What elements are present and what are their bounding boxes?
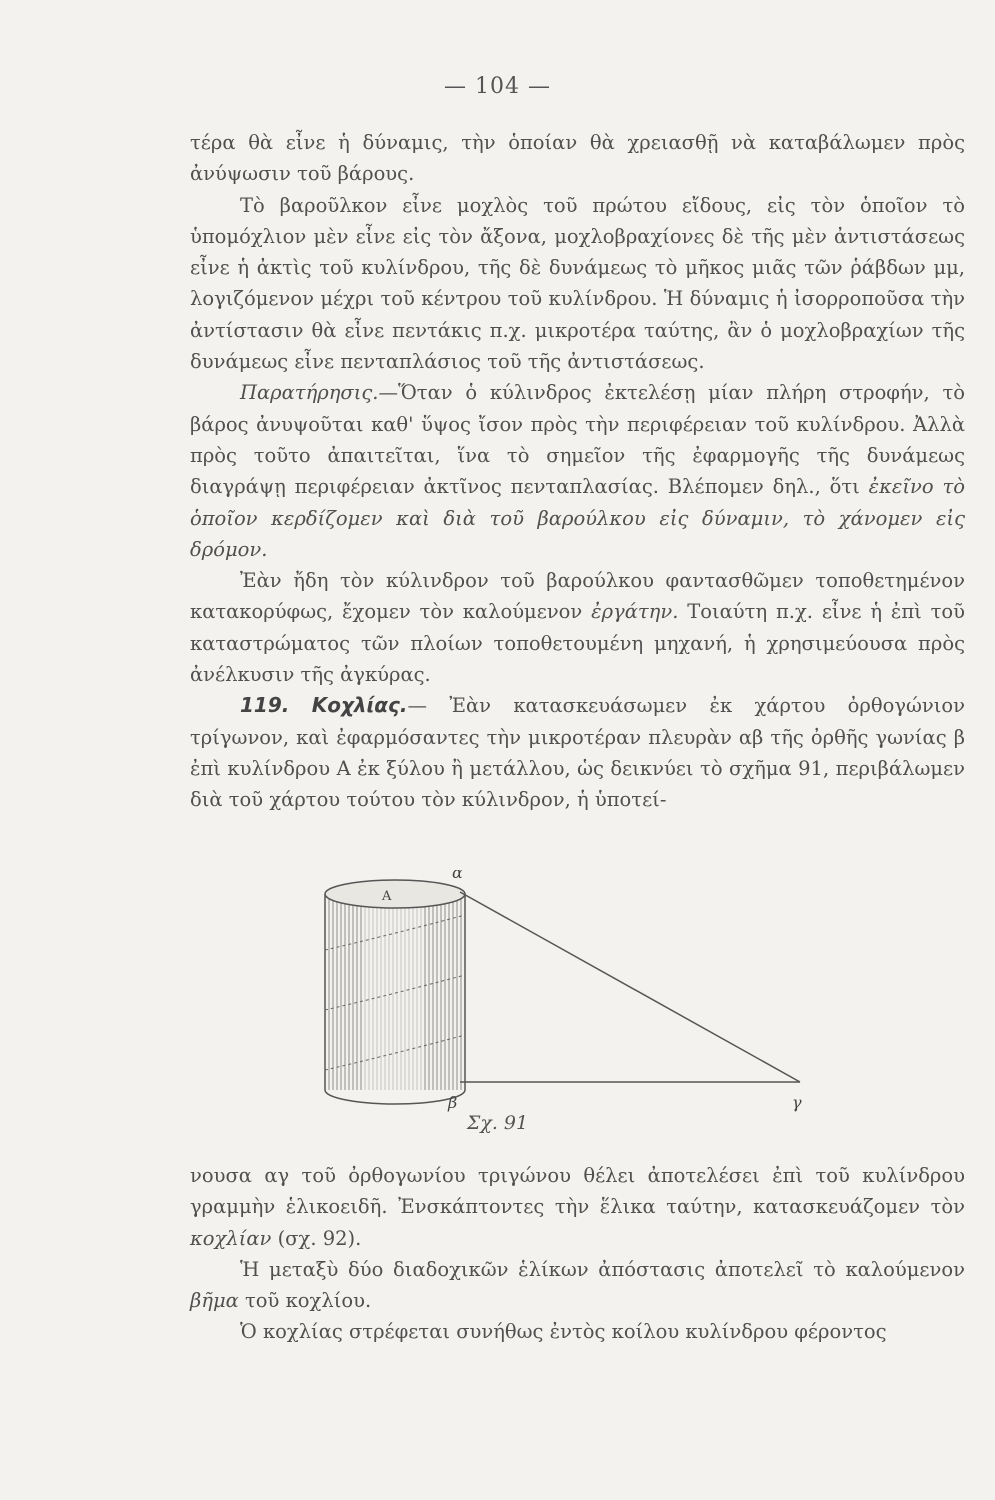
paragraph-6-text-b: τοῦ κοχλίου. [245,1289,372,1313]
term-vima: βῆμα [190,1289,239,1313]
paragraph-6 [190,1254,965,1317]
paragraph-1: τέρα θὰ εἶνε ἡ δύναμις, τὴν ὁποίαν θὰ χρειασθῇ νὰ καταβάλωμεν πρὸς ἀνύψωσιν τοῦ βάρους. [190,131,965,186]
cylinder-top [325,880,465,908]
section-title: Κοχλίας. [311,693,408,718]
remark-italic-text: ἐκεῖνο τὸ ὁποῖον κερδίζομεν καὶ διὰ τοῦ βαρούλκου εἰς δύναμιν, τὸ χάνομεν εἰς δρόμον. [190,475,965,561]
paragraph-4 [190,565,965,690]
paragraph-4-text-b: Τοιαύτη π.χ. εἶνε ἡ ἐπὶ τοῦ καταστρώματος τῶν πλοίων τοποθετουμένη μηχανή, ἡ χρησιμεύουσα πρὸς ἀνέλκυσιν τῆς ἀγκύρας. [190,600,966,687]
paragraph-5-text-b: (σχ. 92). [277,1226,362,1250]
remark-text: —Ὅταν ὁ κύλινδρος ἐκτελέσῃ μίαν πλήρη στροφήν, τὸ βάρος ἀνυψοῦται καθ' ὕψος ἴσον πρὸς τὴν περιφέρειαν τοῦ κυλίνδρου. Ἀλλὰ πρὸς τοῦτο ἀπαιτεῖται, ἵνα τὸ σημεῖον τῆς ἐφαρμογῆς τῆς δυνάμεως διαγράψῃ περιφέρειαν ἀκτῖνος πενταπλασίας. Βλέπομεν δηλ., ὅτι [190,381,965,499]
cylinder-bottom [325,1090,465,1104]
paragraph-4-text-a: Ἐὰν ἤδη τὸν κύλινδρον τοῦ βαρούλκου φαντασθῶμεν τοποθετημένον κατακορύφως, ἔχομεν τὸν καλούμενον [190,569,965,624]
figure-91 [300,870,860,1130]
figure-caption: Σχ. 91 [466,1112,529,1134]
paragraph-7: Ὁ κοχλίας στρέφεται συνήθως ἐντὸς κοίλου κυλίνδρου φέροντος [240,1320,887,1344]
label-beta: β [448,1093,458,1112]
section-119-paragraph [190,690,965,815]
paragraph-5 [190,1160,965,1254]
label-gamma: γ [792,1093,802,1112]
bottom-text-block [190,1160,965,1348]
remark-label: Παρατήρησις. [240,381,379,405]
label-cylinder-A: A [382,889,392,904]
page-number: — 104 — [444,74,551,99]
label-alpha: α [452,870,463,882]
section-text: — Ἐὰν κατασκευάσωμεν ἐκ χάρτου ὀρθογώνιον τρίγωνον, καὶ ἐφαρμόσαντες τὴν μικροτέραν πλευρὰν αβ τῆς ὀρθῆς γωνίας β ἐπὶ κυλίνδρου Α ἐκ ξύλου ἢ μετάλλου, ὡς δεικνύει τὸ σχῆμα 91, περιβάλωμεν διὰ τοῦ χάρτου τούτου τὸν κύλινδρον, ἡ ὑποτεί- [190,694,965,812]
paragraph-2: Τὸ βαροῦλκον εἶνε μοχλὸς τοῦ πρώτου εἴδους, εἰς τὸν ὁποῖον τὸ ὑπομόχλιον μὲν εἶνε εἰς τὸν ἄξονα, μοχλοβραχίονες δὲ τῆς μὲν ἀντιστάσεως εἶνε ἡ ἀκτὶς τοῦ κυλίνδρου, τῆς δὲ δυνάμεως τὸ μῆκος μιᾶς τῶν ῥάβδων μμ, λογιζόμενον μέχρι τοῦ κέντρου τοῦ κυλίνδρου. Ἡ δύναμις ἡ ἰσορροποῦσα τὴν ἀντίστασιν θὰ εἶνε πεντάκις π.χ. μικροτέρα ταύτης, ἂν ὁ μοχλοβραχίων τῆς δυνάμεως εἶνε πενταπλάσιος τοῦ τῆς ἀντιστάσεως. [190,193,965,374]
paragraph-5-text-a: νουσα αγ τοῦ ὀρθογωνίου τριγώνου θέλει ἀποτελέσει ἐπὶ τοῦ κυλίνδρου γραμμὴν ἑλικοειδῆ. Ἐνσκάπτοντες τὴν ἕλικα ταύτην, κατασκευάζομεν τὸν [190,1164,965,1219]
top-text-block [190,127,965,816]
paragraph-3 [190,377,965,565]
term-kochlias: κοχλίαν [190,1226,272,1250]
paragraph-6-text-a: Ἡ μεταξὺ δύο διαδοχικῶν ἑλίκων ἀπόστασις ἀποτελεῖ τὸ καλούμενον [240,1257,965,1281]
section-number: 119. [240,693,290,718]
term-ergatis: ἐργάτην. [591,600,679,624]
triangle-hypotenuse [460,892,800,1082]
